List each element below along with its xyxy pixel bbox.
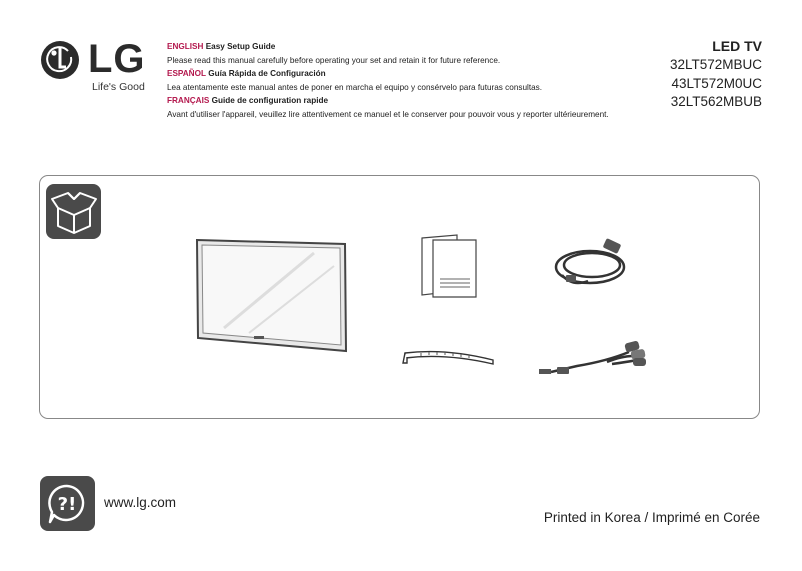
language-label-fr: FRANÇAIS	[167, 96, 210, 106]
intro-es-text: Lea atentamente este manual antes de poner en marcha el equipo y consérvelo para futuras consultas.	[167, 82, 543, 92]
product-title: LED TV	[712, 38, 762, 54]
model-block	[670, 36, 762, 112]
manual-booklet-icon	[419, 233, 479, 299]
guide-title-fr: Guide de configuration rapide	[211, 96, 329, 106]
lg-logo-mark	[40, 40, 80, 80]
tv-icon	[194, 238, 348, 354]
language-label-en: ENGLISH	[167, 42, 204, 51]
av-cable-icon	[537, 336, 649, 380]
language-label-es: ESPAÑOL	[167, 69, 206, 79]
brand-tagline: Life's Good	[92, 81, 145, 93]
intro-fr-text: Avant d'utiliser l'appareil, veuillez lire attentivement ce manuel et le conserver pour pouvoir vous y reporter ultérieurement.	[167, 109, 609, 119]
brand-logo-text: LG	[88, 37, 146, 81]
intro-en-heading	[167, 40, 637, 54]
cable-tie-icon	[401, 345, 496, 369]
guide-title-en: Easy Setup Guide	[205, 42, 276, 51]
model-number: 32LT562MBUB	[670, 94, 762, 109]
intro-en-text: Please read this manual carefully before operating your set and retain it for future reference.	[167, 55, 501, 65]
model-number: 43LT572M0UC	[671, 75, 762, 91]
intro-es-heading	[167, 67, 637, 81]
model-number: 32LT572MBUC	[669, 57, 762, 72]
printed-in-note: Printed in Korea / Imprimé en Corée	[543, 510, 760, 525]
guide-title-es: Guía Rápida de Configuración	[208, 69, 326, 79]
question-bubble-icon	[40, 476, 95, 531]
power-cord-icon	[552, 237, 634, 289]
intro-text-block	[167, 40, 637, 122]
svg-text:?!: ?!	[57, 494, 77, 515]
box-contents-panel	[39, 175, 760, 419]
website-link[interactable]: www.lg.com	[104, 495, 177, 510]
open-box-icon	[46, 184, 101, 239]
intro-fr-heading	[167, 94, 637, 108]
